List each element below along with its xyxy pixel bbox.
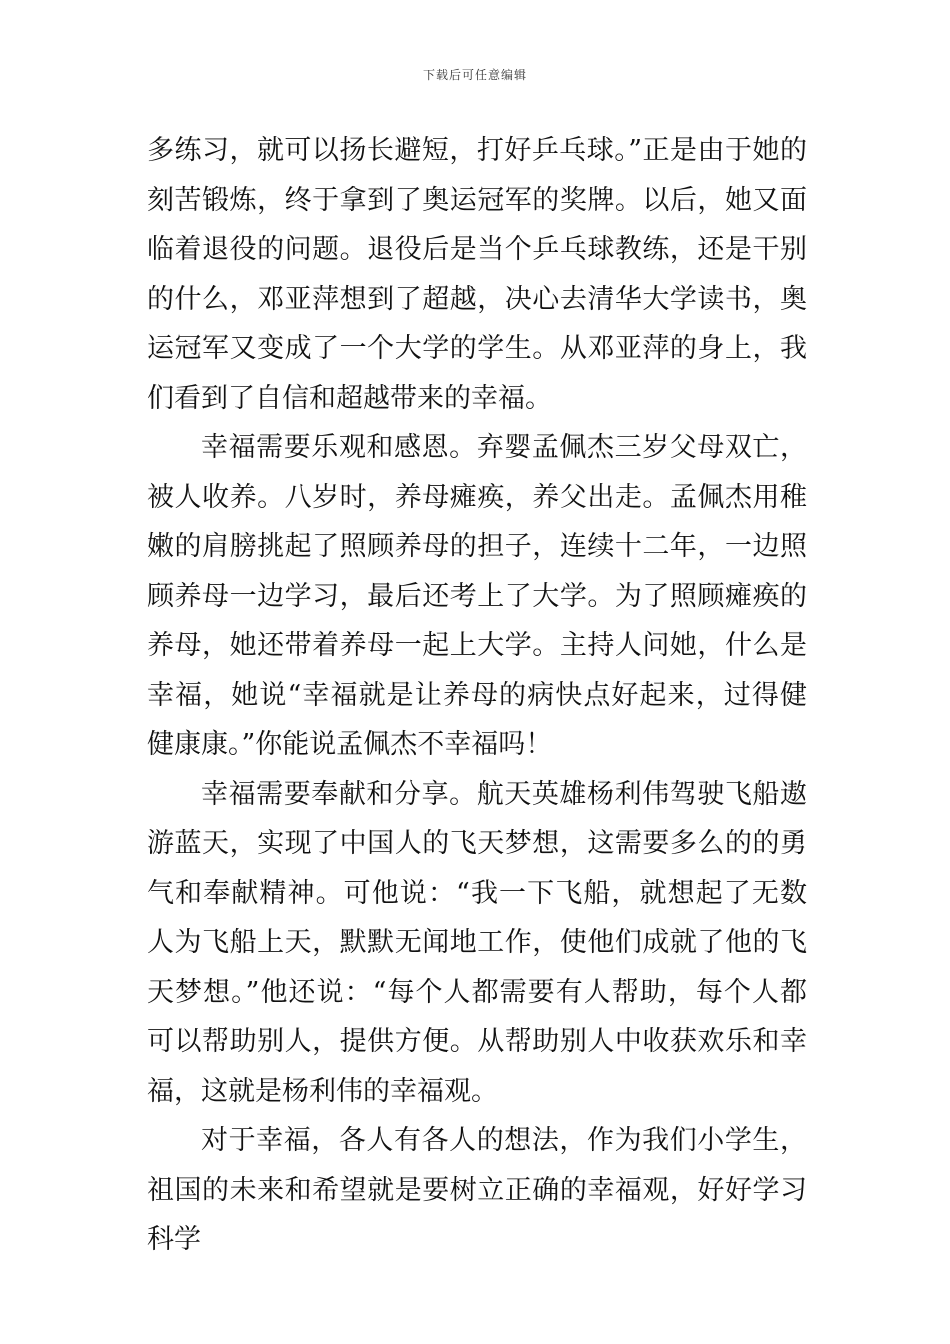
download-note-header: 下载后可任意编辑 (422, 68, 527, 82)
paragraph-optimism-gratitude: 幸福需要乐观和感恩。弃婴孟佩杰三岁父母双亡，被人收养。八岁时，养母瘫痪，养父出走。孟佩杰用稚嫩的肩膀挑起了照顾养母的担子，连续十二年，一边照顾养母一边学习，最后还考上了大学。为了照顾瘫痪的养母，她还带着养母一起上大学。主持人问她，什么是幸福，她说“幸福就是让养母的病快点好起来，过得健健康康。”你能说孟佩杰不幸福吗！ (147, 432, 807, 760)
paragraph-continuation: 多练习，就可以扬长避短，打好乒乓球。”正是由于她的刻苦锻炼，终于拿到了奥运冠军的奖牌。以后，她又面临着退役的问题。退役后是当个乒乓球教练，还是干别的什么，邓亚萍想到了超越，决心去清华大学读书，奥运冠军又变成了一个大学的学生。从邓亚萍的身上，我们看到了自信和超越带来的幸福。 (147, 135, 807, 414)
document-body (147, 126, 807, 1265)
paragraph-conclusion: 对于幸福，各人有各人的想法，作为我们小学生，祖国的未来和希望就是要树立正确的幸福观，好好学习科学 (147, 1125, 807, 1255)
paragraph-dedication-sharing: 幸福需要奉献和分享。航天英雄杨利伟驾驶飞船遨游蓝天，实现了中国人的飞天梦想，这需要多么的的勇气和奉献精神。可他说：“我一下飞船，就想起了无数人为飞船上天，默默无闻地工作，使他们成就了他的飞天梦想。”他还说：“每个人都需要有人帮助，每个人都可以帮助别人，提供方便。从帮助别人中收获欢乐和幸福，这就是杨利伟的幸福观。 (147, 778, 807, 1107)
